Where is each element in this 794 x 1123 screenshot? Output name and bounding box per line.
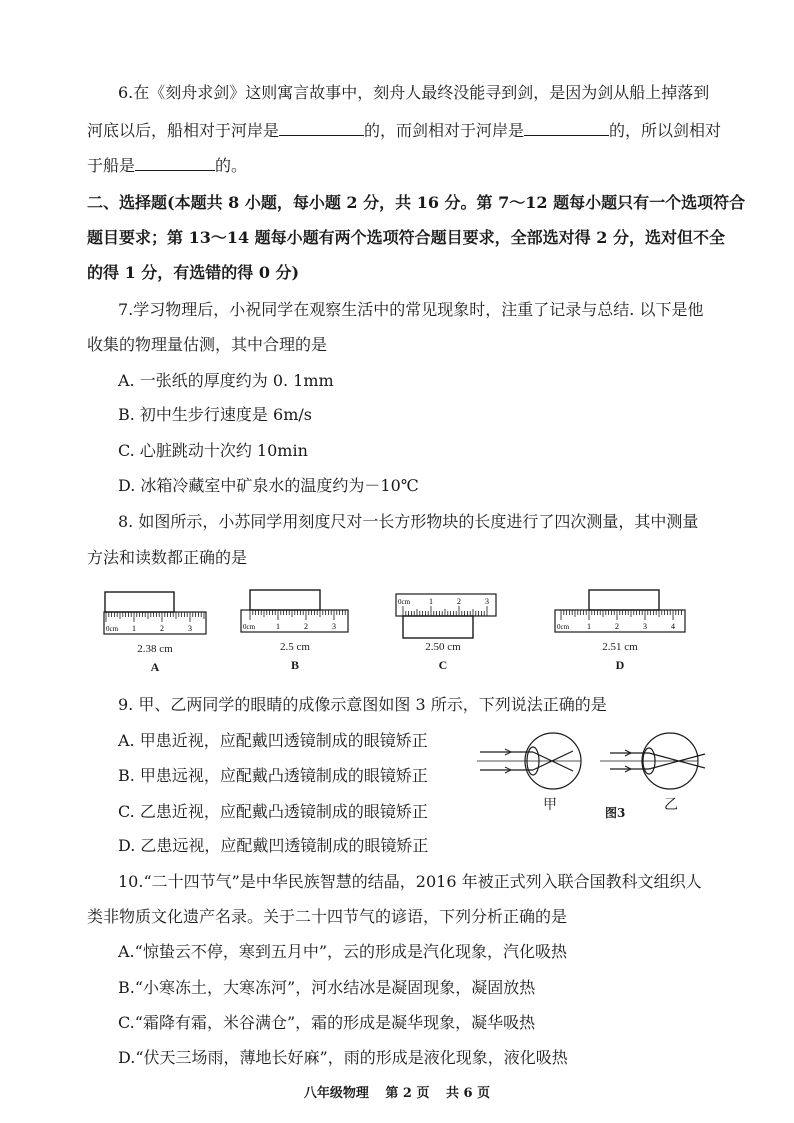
q7-option-a: A. 一张纸的厚度约为 0. 1mm [118,371,334,390]
q10-line2: 类非物质文化遗产名录。关于二十四节气的谚语，下列分析正确的是 [87,907,568,926]
q9-option-d: D. 乙患远视，应配戴凹透镜制成的眼镜矫正 [118,836,429,855]
q10-option-b: B.“小寒冻土，大寒冻河”，河水结冰是凝固现象，凝固放热 [118,978,536,997]
section2-line3: 的得 1 分，有选错的得 0 分) [87,263,300,282]
ruler-tick-label: 2 [304,622,308,631]
q7-line1: 7.学习物理后，小祝同学在观察生活中的常见现象时，注重了记录与总结. 以下是他 [118,300,704,319]
reading-b: 2.5 cm [280,641,310,653]
eye-jia [477,733,581,789]
footer-page: 第 2 页 [385,1086,430,1101]
ruler-unit-a: 0cm [106,625,119,633]
q6-text-c: 的，所以剑相对 [609,121,722,140]
section2-line2: 题目要求；第 13～14 题每小题有两个选项符合题目要求，全部选对得 2 分，选对但不全 [87,228,725,247]
q9-option-b: B. 甲患远视，应配戴凸透镜制成的眼镜矫正 [118,766,428,785]
ruler-ticks-d [561,610,681,620]
q6-text-e: 的。 [215,156,248,175]
ruler-tick-label: 2 [160,624,164,633]
q6-line3 [87,156,247,176]
q7-option-c: C. 心脏跳动十次约 10min [118,441,308,460]
ruler-ticks-c [403,606,487,616]
label-a[interactable]: A [150,660,160,674]
reading-d: 2.51 cm [602,641,638,653]
q10-line1: 10.“二十四节气”是中华民族智慧的结晶，2016 年被正式列入联合国教科文组织人 [118,872,702,891]
ruler-tick-label: 3 [643,622,647,631]
ruler-tick-label: 1 [132,624,136,633]
block-b [250,590,320,610]
ruler-tick-label: 3 [485,597,489,606]
q6-blank-2[interactable] [524,121,609,136]
section2-line1: 二、选择题(本题共 8 小题，每小题 2 分，共 16 分。第 7～12 题每小题只有一个选项符合 [87,193,746,212]
q7-option-d: D. 冰箱冷藏室中矿泉水的温度约为－10℃ [118,476,419,495]
eye-diagram [475,728,715,823]
q6-text-b: 的，而剑相对于河岸是 [364,121,525,140]
block-d [589,590,659,610]
ruler-unit-c: 0cm [398,598,411,606]
ruler-ticks-a [106,612,204,622]
q10-option-a: A.“惊蛰云不停，寒到五月中”，云的形成是汽化现象，汽化吸热 [118,942,568,961]
eye-label-jia: 甲 [543,797,557,813]
q7-option-b: B. 初中生步行速度是 6m/s [118,405,312,424]
q6-line1: 6.在《刻舟求剑》这则寓言故事中，刻舟人最终没能寻到剑，是因为剑从船上掉落到 [118,83,710,102]
eye-yi [600,733,705,789]
q7-line2: 收集的物理量估测，其中合理的是 [87,335,328,354]
label-c[interactable]: C [438,658,448,672]
block-a [105,592,174,612]
eye-label-yi: 乙 [664,797,678,813]
ruler-ticks-b [250,610,345,620]
footer-total: 共 6 页 [446,1086,491,1101]
ruler-unit-b: 0cm [243,623,256,631]
q9-line1: 9. 甲、乙两同学的眼睛的成像示意图如图 3 所示，下列说法正确的是 [118,695,607,714]
ruler-tick-label: 3 [332,622,336,631]
q10-option-d: D.“伏天三场雨，薄地长好麻”，雨的形成是液化现象，液化吸热 [118,1048,568,1067]
q6-line2 [87,121,721,141]
q9-option-c: C. 乙患近视，应配戴凸透镜制成的眼镜矫正 [118,802,428,821]
ruler-tick-label: 2 [615,622,619,631]
ruler-tick-label: 4 [671,622,675,631]
ruler-tick-label: 1 [429,597,433,606]
ruler-unit-d: 0cm [557,623,570,631]
ruler-tick-label: 1 [587,622,591,631]
ruler-figure-b [238,588,353,638]
q9-option-a: A. 甲患近视，应配戴凹透镜制成的眼镜矫正 [118,731,428,750]
reading-a: 2.38 cm [137,643,173,655]
ruler-figure-c [393,592,503,644]
ruler-tick-label: 2 [457,597,461,606]
ruler-figure-a [100,590,210,640]
reading-c: 2.50 cm [425,641,461,653]
q6-blank-1[interactable] [279,121,364,136]
q8-line1: 8. 如图所示，小苏同学用刻度尺对一长方形物块的长度进行了四次测量，其中测量 [118,512,699,531]
q6-text-d: 于船是 [87,156,136,175]
ruler-figure-d [553,588,688,638]
q6-blank-3[interactable] [135,156,215,171]
label-b[interactable]: B [290,658,299,672]
ruler-tick-label: 1 [276,622,280,631]
q8-line2: 方法和读数都正确的是 [87,548,248,567]
label-d[interactable]: D [615,658,625,672]
footer-subject: 八年级物理 [303,1086,369,1101]
block-c [403,616,473,638]
figure-3-caption: 图3 [605,806,626,820]
q6-text-a: 河底以后，船相对于河岸是 [87,121,280,140]
ruler-tick-label: 3 [188,624,192,633]
page-footer [0,1082,794,1101]
q10-option-c: C.“霜降有霜，米谷满仓”，霜的形成是凝华现象，凝华吸热 [118,1013,536,1032]
